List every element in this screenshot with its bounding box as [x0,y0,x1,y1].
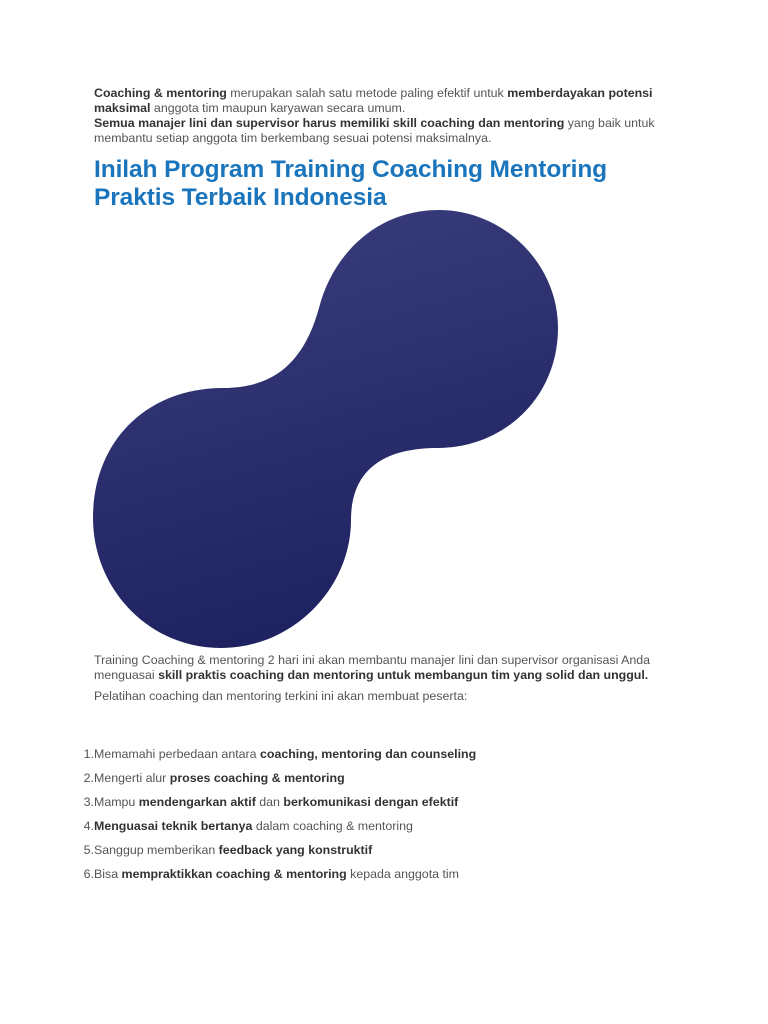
bold-text: coaching, mentoring dan counseling [260,747,477,761]
bold-text: Coaching & mentoring [94,86,227,100]
page-title: Inilah Program Training Coaching Mentoring Praktis Terbaik Indonesia [94,156,608,211]
text-run: anggota tim maupun karyawan secara umum. [150,101,406,115]
text-run: yang baik untuk membantu setiap anggota tim berkembang sesuai potensi maksimalnya. [94,116,655,145]
list-text [94,818,413,842]
text-run: kepada anggota tim [346,867,459,881]
text-run: dalam coaching & mentoring [252,819,413,833]
body-paragraph-2: Pelatihan coaching dan mentoring terkini ini akan membuat peserta: [94,689,468,703]
list-text [94,770,345,794]
peanut-shape-graphic [93,208,561,650]
peanut-shape [93,210,558,648]
list-number: 2. [83,771,94,785]
bold-text: mempraktikkan coaching & mentoring [121,867,347,881]
text-run: Training Coaching & mentoring 2 hari ini akan membantu manajer lini dan supervisor organisasi Anda menguasai [94,653,651,682]
benefits-list [54,746,674,890]
list-item [54,794,674,818]
list-text [94,842,372,866]
list-item [54,866,674,890]
text-run: Sanggup memberikan [94,843,219,857]
list-number: 1. [83,747,94,761]
bold-text: memberdayakan potensi maksimal [94,86,653,115]
bold-text: proses coaching & mentoring [169,771,345,785]
text-run: merupakan salah satu metode paling efektif untuk [226,86,508,100]
bold-text: Menguasai teknik bertanya [94,819,253,833]
list-item [54,746,674,770]
list-number: 4. [83,819,94,833]
text-run: Mengerti alur [94,771,170,785]
body-section [94,653,674,710]
list-item [54,770,674,794]
text-run: dan [255,795,284,809]
list-number: 3. [83,795,94,809]
intro-paragraph-2 [94,116,674,146]
document-page [94,86,674,212]
text-run: Mampu [94,795,139,809]
bold-text: berkomunikasi dengan efektif [283,795,459,809]
list-item [54,842,674,866]
list-text [94,866,459,890]
list-item [54,818,674,842]
text-run: Bisa [94,867,122,881]
list-text [94,794,458,818]
text-run: Memamahi perbedaan antara [94,747,260,761]
list-number: 5. [83,843,94,857]
bold-text: skill praktis coaching dan mentoring untuk membangun tim yang solid dan unggul. [158,668,649,682]
intro-paragraph-1 [94,86,674,116]
list-text [94,746,476,770]
bold-text: Semua manajer lini dan supervisor harus memiliki skill coaching dan mentoring [94,116,565,130]
bold-text: mendengarkan aktif [138,795,256,809]
list-number: 6. [83,867,94,881]
body-paragraph-1 [94,653,674,683]
bold-text: feedback yang konstruktif [218,843,373,857]
